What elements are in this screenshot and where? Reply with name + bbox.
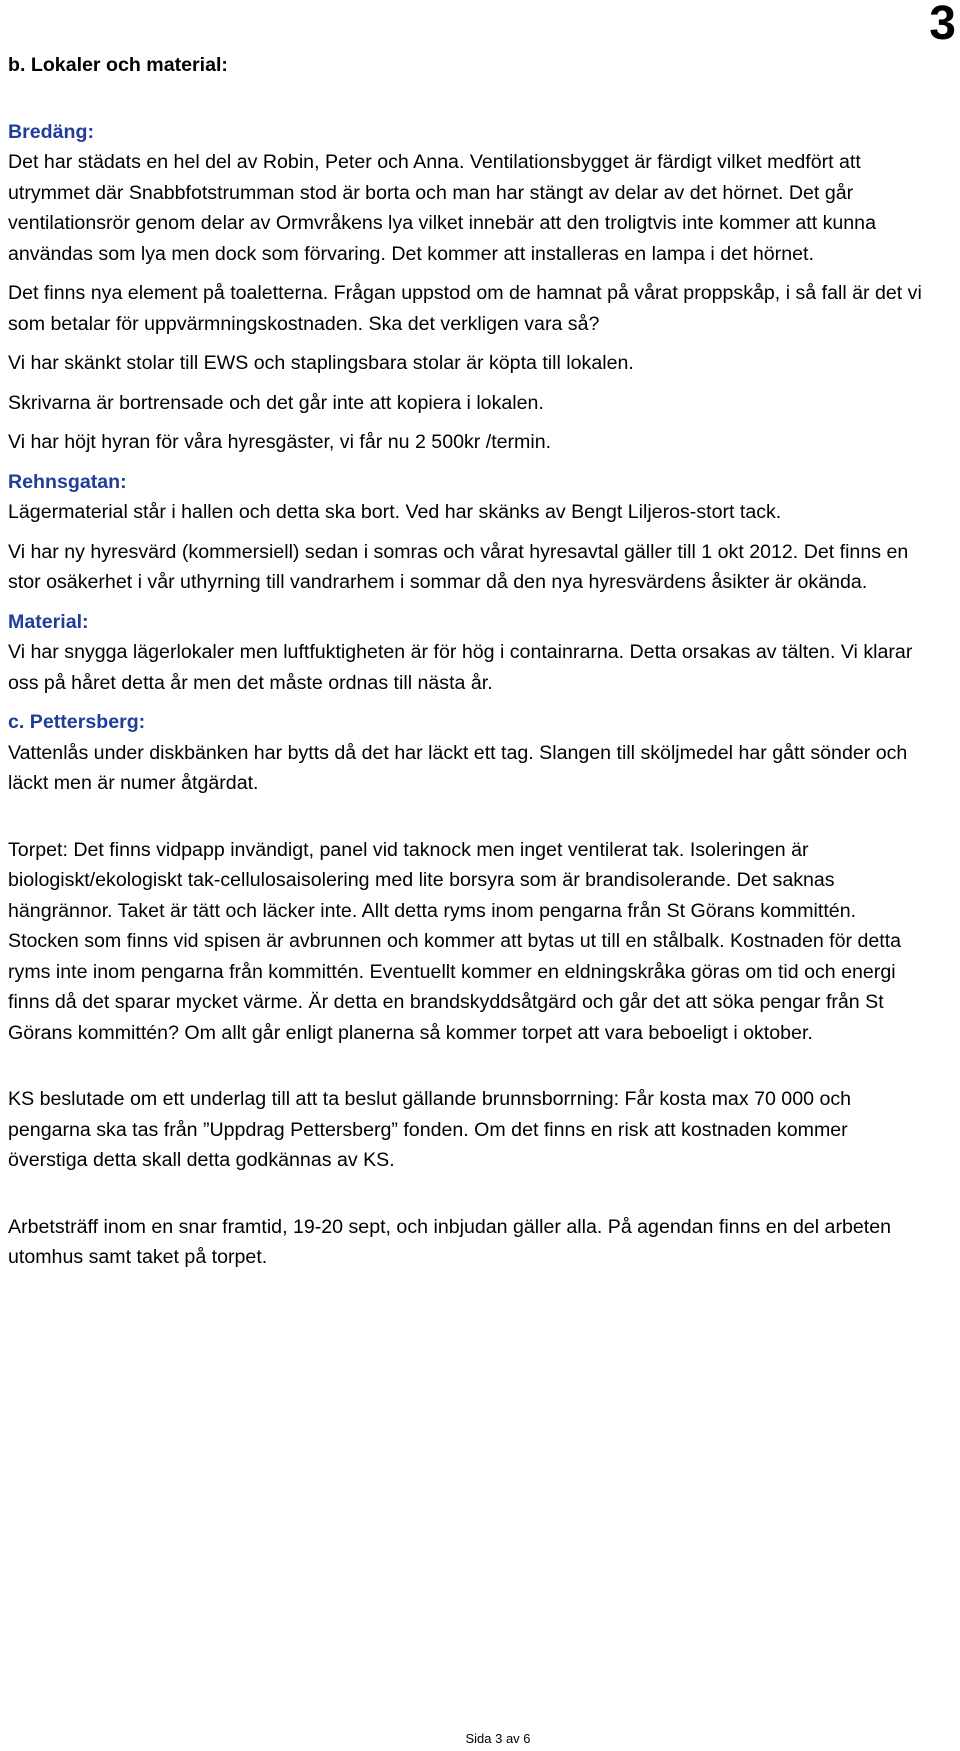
paragraph-arbetstraff: Arbetsträff inom en snar framtid, 19-20 sept, och inbjudan gäller alla. På agendan finns en del arbeten utomhus samt taket på torpet.	[8, 1215, 892, 1268]
paragraph-rehnsgatan-1: Lägermaterial står i hallen och detta ska bort. Ved har skänks av Bengt Liljeros-stort tack.	[8, 501, 782, 523]
paragraph-pettersberg-1: Vattenlås under diskbänken har bytts då det har läckt ett tag. Slangen till sköljmedel har gått sönder och läckt men är numer åtgärdat.	[8, 741, 908, 794]
page-footer: Sida 3 av 6	[465, 1731, 531, 1746]
heading-rehnsgatan: Rehnsgatan:	[8, 470, 127, 493]
page-content	[8, 50, 928, 1273]
section-heading-lokaler: b. Lokaler och material:	[8, 54, 228, 76]
paragraph-material-1: Vi har snygga lägerlokaler men luftfuktigheten är för hög i containrarna. Detta orsakas av tälten. Vi klarar oss på håret detta år men det måste ordnas till nästa år.	[8, 641, 913, 694]
page-number: 3	[929, 0, 956, 50]
paragraph-bredang-5: Vi har höjt hyran för våra hyresgäster, vi får nu 2 500kr /termin.	[8, 431, 552, 453]
heading-pettersberg: c. Pettersberg:	[8, 711, 146, 733]
paragraph-torpet: Torpet: Det finns vidpapp invändigt, panel vid taknock men inget ventilerat tak. Isoleringen är biologiskt/ekologiskt tak-cellulosaisolering med lite borsyra som är brandisolerande. Det saknas hängrännor. Taket är tätt och läcker inte. Allt detta ryms inom pengarna från St Görans kommittén. Stocken som finns vid spisen är avbrunnen och kommer att bytas ut till en stålbalk. Kostnaden för detta ryms inte inom pengarna från kommittén. Eventuellt kommer en eldningskråka göras om tid och energi finns då det sparar mycket värme. Är detta en brandskyddsåtgärd och går det att söka pengar från St Görans kommittén? Om allt går enligt planerna så kommer torpet att vara beboeligt i oktober.	[8, 838, 902, 1044]
paragraph-bredang-3: Vi har skänkt stolar till EWS och staplingsbara stolar är köpta till lokalen.	[8, 352, 634, 374]
heading-bredang: Bredäng:	[8, 120, 95, 143]
paragraph-bredang-4: Skrivarna är bortrensade och det går inte att kopiera i lokalen.	[8, 391, 544, 414]
paragraph-bredang-1: Det har städats en hel del av Robin, Peter och Anna. Ventilationsbygget är färdigt vilket medfört att utrymmet där Snabbfotstrumman stod är borta och man har stängt av delar av det hörnet. Det går ventilationsrör genom delar av Ormvråkens lya vilket innebär att den troligtvis inte kommer att kunna användas som lya men dock som förvaring. Det kommer att installeras en lampa i det hörnet.	[8, 151, 876, 265]
paragraph-bredang-2: Det finns nya element på toaletterna. Frågan uppstod om de hamnat på vårat proppskåp, i så fall är det vi som betalar för uppvärmningskostnaden. Ska det verkligen vara så?	[8, 282, 922, 335]
paragraph-rehnsgatan-2: Vi har ny hyresvärd (kommersiell) sedan i somras och vårat hyresavtal gäller till 1 okt 2012. Det finns en stor osäkerhet i vår uthyrning till vandrarhem i sommar då den nya hyresvärdens åsikter är okända.	[8, 540, 909, 593]
paragraph-ks-beslut: KS beslutade om ett underlag till att ta beslut gällande brunnsborrning: Får kosta max 70 000 och pengarna ska tas från ”Uppdrag Pettersberg” fonden. Om det finns en risk att kostnaden kommer överstiga detta skall detta godkännas av KS.	[8, 1088, 852, 1171]
heading-material: Material:	[8, 610, 89, 633]
